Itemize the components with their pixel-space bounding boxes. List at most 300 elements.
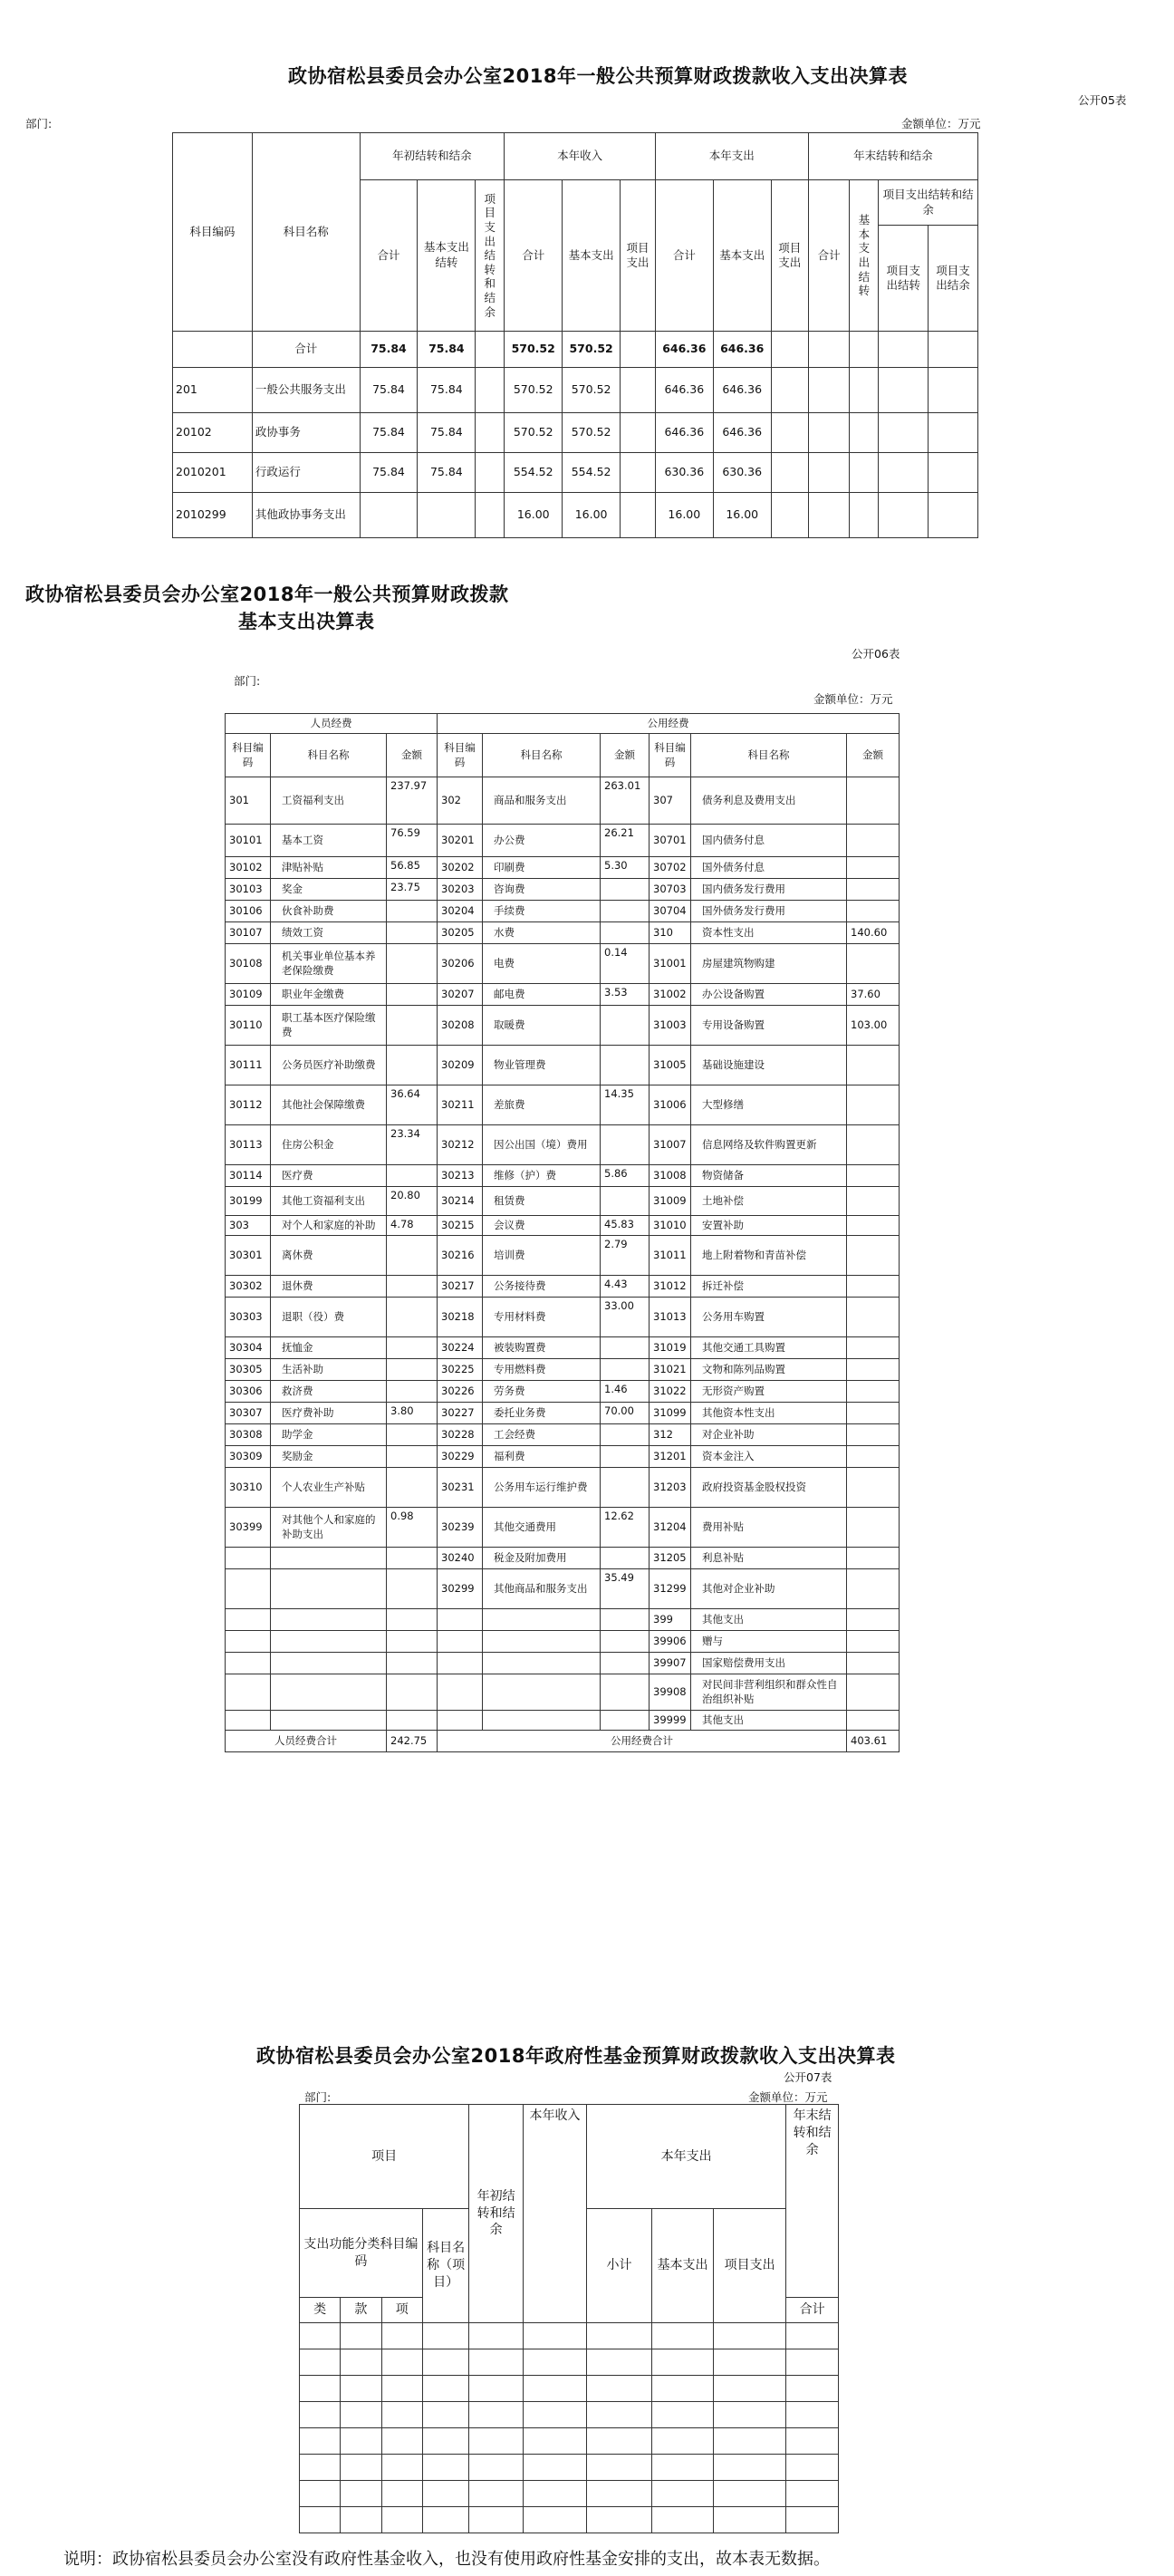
t2-cell: 37.60 [847, 984, 900, 1006]
t2-cell [847, 1653, 900, 1674]
t2-cell [387, 1046, 438, 1085]
t3-h-expend: 本年支出 [587, 2105, 786, 2209]
t2-cell: 70.00 [601, 1403, 650, 1424]
t2-cell [601, 901, 650, 922]
t2-cell: 会议费 [483, 1216, 601, 1236]
t2-cell [226, 1653, 271, 1674]
t2-cell: 30703 [650, 879, 691, 901]
t2-cell: 30303 [226, 1298, 271, 1337]
t2-cell: 公务接待费 [483, 1276, 601, 1298]
t1-h-e-total: 合计 [655, 180, 713, 332]
table-row [226, 1236, 900, 1276]
t2-cell [387, 984, 438, 1006]
t2-cell: 20.80 [387, 1187, 438, 1216]
t2-cell [847, 1187, 900, 1216]
t2-cell [601, 1424, 650, 1446]
t1-cell: 75.84 [360, 368, 418, 413]
t3-cell [422, 2428, 468, 2455]
t2-cell [847, 879, 900, 901]
t3-cell [714, 2428, 786, 2455]
t3-cell [469, 2428, 524, 2455]
t2-cell: 资本金注入 [691, 1446, 847, 1468]
table-row [173, 332, 978, 368]
table-row [300, 2376, 839, 2402]
t1-cell: 75.84 [360, 453, 418, 493]
t2-cell: 办公费 [483, 825, 601, 857]
t2-cell [387, 944, 438, 984]
t1-cell [929, 453, 978, 493]
t2-cell: 大型修缮 [691, 1085, 847, 1125]
t3-note: 说明：政协宿松县委员会办公室没有政府性基金收入，也没有使用政府性基金安排的支出，故本表无数据。 [63, 2550, 830, 2569]
t2-cell: 培训费 [483, 1236, 601, 1276]
t2-cell: 其他对企业补助 [691, 1569, 847, 1609]
t1-h-income: 本年收入 [505, 133, 656, 180]
t1-cell [418, 493, 476, 538]
t1-cell [850, 332, 879, 368]
t2-cell: 0.14 [601, 944, 650, 984]
t2-h-name: 科目名称 [691, 734, 847, 777]
t1-cell: 554.52 [505, 453, 563, 493]
t1-cell [476, 493, 505, 538]
t1-cell [850, 368, 879, 413]
t2-cell: 印刷费 [483, 857, 601, 879]
t2-cell: 30217 [438, 1276, 483, 1298]
t2-cell [847, 857, 900, 879]
t2-cell: 国外债务发行费用 [691, 901, 847, 922]
t2-cell: 30112 [226, 1085, 271, 1125]
t2-cell: 拆迁补偿 [691, 1276, 847, 1298]
t3-cell [652, 2323, 714, 2349]
table-row [226, 825, 900, 857]
t1-cell [808, 453, 850, 493]
t1-cell: 2010201 [173, 453, 253, 493]
t3-cell [381, 2481, 422, 2507]
t1-cell [929, 493, 978, 538]
t2-cell [226, 1609, 271, 1631]
table-row [226, 1125, 900, 1165]
t3-cell [422, 2455, 468, 2481]
t2-cell: 31001 [650, 944, 691, 984]
t2-cell: 手续费 [483, 901, 601, 922]
t2-cell: 取暖费 [483, 1006, 601, 1046]
t2-cell [601, 1359, 650, 1381]
t2-cell: 30111 [226, 1046, 271, 1085]
t2-cell [387, 1424, 438, 1446]
t2-cell: 30113 [226, 1125, 271, 1165]
t2-cell: 31201 [650, 1446, 691, 1468]
t2-cell: 政府投资基金股权投资 [691, 1468, 847, 1508]
t2-cell: 30209 [438, 1046, 483, 1085]
t2-cell [847, 1569, 900, 1609]
table-row [226, 1381, 900, 1403]
t2-cell: 5.30 [601, 857, 650, 879]
t2-cell [387, 1165, 438, 1187]
t2-cell [387, 1298, 438, 1337]
t2-cell [847, 1711, 900, 1731]
t3-cell [469, 2402, 524, 2428]
t1-h-c-proj: 项目支出结转和结余 [879, 180, 978, 226]
table-row [226, 1337, 900, 1359]
t1-cell: 合计 [252, 332, 360, 368]
table-row [226, 1216, 900, 1236]
t3-cell [341, 2507, 381, 2533]
t2-cell: 电费 [483, 944, 601, 984]
t3-table [299, 2104, 839, 2533]
t2-cell [847, 1236, 900, 1276]
t2-h-code: 科目编码 [650, 734, 691, 777]
t2-cell: 住房公积金 [271, 1125, 387, 1165]
t1-cell: 646.36 [655, 332, 713, 368]
t2-cell: 对个人和家庭的补助 [271, 1216, 387, 1236]
t2-cell: 30308 [226, 1424, 271, 1446]
t2-cell: 30108 [226, 944, 271, 984]
t2-cell: 39906 [650, 1631, 691, 1653]
table-row [300, 2323, 839, 2349]
t2-cell [387, 1674, 438, 1711]
t3-cell [524, 2481, 587, 2507]
t2-cell [387, 901, 438, 922]
t3-cell [587, 2349, 652, 2376]
table-row [226, 984, 900, 1006]
t1-cell: 554.52 [563, 453, 621, 493]
t2-footer-row [226, 1731, 900, 1752]
t2-h-public: 公用经费 [438, 714, 900, 734]
t3-cell [714, 2481, 786, 2507]
t3-cell [422, 2507, 468, 2533]
t2-cell: 30216 [438, 1236, 483, 1276]
t2-cell: 国内债务付息 [691, 825, 847, 857]
t2-cell: 12.62 [601, 1508, 650, 1548]
t2-cell [387, 1006, 438, 1046]
t2-cell: 3.80 [387, 1403, 438, 1424]
t3-cell [652, 2349, 714, 2376]
t1-h-c-proj-bal: 项目支出结余 [929, 226, 978, 332]
t1-cell [808, 413, 850, 453]
t2-cell: 31013 [650, 1298, 691, 1337]
t2-cell: 31005 [650, 1046, 691, 1085]
t1-cell: 16.00 [505, 493, 563, 538]
t3-h-basic: 基本支出 [652, 2209, 714, 2323]
t2-cell [387, 1468, 438, 1508]
t2-personnel-total-label: 人员经费合计 [226, 1731, 387, 1752]
t3-cell [381, 2323, 422, 2349]
t3-cell [300, 2481, 341, 2507]
t2-cell: 31012 [650, 1276, 691, 1298]
t2-public-total-label: 公用经费合计 [438, 1731, 847, 1752]
t2-cell: 办公设备购置 [691, 984, 847, 1006]
t2-cell: 30114 [226, 1165, 271, 1187]
t2-cell [438, 1674, 483, 1711]
t2-h-name: 科目名称 [483, 734, 601, 777]
t3-cell [341, 2481, 381, 2507]
t2-cell: 国外债务付息 [691, 857, 847, 879]
t2-cell: 237.97 [387, 777, 438, 825]
t2-cell: 对民间非营利组织和群众性自治组织补贴 [691, 1674, 847, 1711]
t3-cell [587, 2507, 652, 2533]
t2-cell [601, 879, 650, 901]
t2-cell: 30101 [226, 825, 271, 857]
t2-cell [847, 1298, 900, 1337]
t2-cell [438, 1653, 483, 1674]
t2-cell [601, 1548, 650, 1569]
t2-cell [847, 1631, 900, 1653]
t2-cell: 地上附着物和青苗补偿 [691, 1236, 847, 1276]
t1-dept: 部门: [25, 117, 53, 130]
t2-cell: 31003 [650, 1006, 691, 1046]
t2-cell: 奖励金 [271, 1446, 387, 1468]
t2-cell: 工资福利支出 [271, 777, 387, 825]
t2-cell [847, 1548, 900, 1569]
t3-cell [652, 2428, 714, 2455]
t2-cell: 30304 [226, 1337, 271, 1359]
t2-cell: 津贴补贴 [271, 857, 387, 879]
table-row [226, 1674, 900, 1711]
t1-cell [929, 332, 978, 368]
t1-cell: 646.36 [713, 368, 771, 413]
t1-cell [879, 453, 929, 493]
t3-cell [786, 2481, 839, 2507]
t3-cell [714, 2349, 786, 2376]
t2-cell: 30299 [438, 1569, 483, 1609]
t1-cell: 一般公共服务支出 [252, 368, 360, 413]
t1-cell [850, 453, 879, 493]
t2-cell: 0.98 [387, 1508, 438, 1548]
t3-cell [300, 2455, 341, 2481]
t2-cell: 140.60 [847, 922, 900, 944]
t2-cell: 专用材料费 [483, 1298, 601, 1337]
t2-cell: 其他支出 [691, 1711, 847, 1731]
t3-cell [469, 2507, 524, 2533]
table-row [226, 1631, 900, 1653]
t2-cell [847, 825, 900, 857]
t2-cell [601, 922, 650, 944]
t2-cell: 资本性支出 [691, 922, 847, 944]
t2-cell: 30306 [226, 1381, 271, 1403]
t2-cell: 30227 [438, 1403, 483, 1424]
t2-cell: 30205 [438, 922, 483, 944]
t3-cell [300, 2402, 341, 2428]
t2-cell: 30701 [650, 825, 691, 857]
t2-cell: 30102 [226, 857, 271, 879]
t2-h-name: 科目名称 [271, 734, 387, 777]
table-row [226, 879, 900, 901]
t2-cell [483, 1609, 601, 1631]
t2-cell [601, 1468, 650, 1508]
t2-cell: 30215 [438, 1216, 483, 1236]
t2-cell [847, 1359, 900, 1381]
t2-cell: 退职（役）费 [271, 1298, 387, 1337]
t2-personnel-total: 242.75 [387, 1731, 438, 1752]
t2-cell: 房屋建筑物购建 [691, 944, 847, 984]
t2-cell [847, 944, 900, 984]
t3-unit: 金额单位：万元 [748, 2090, 828, 2104]
t2-cell: 助学金 [271, 1424, 387, 1446]
t1-cell: 75.84 [418, 368, 476, 413]
t2-cell [226, 1569, 271, 1609]
t2-cell: 30199 [226, 1187, 271, 1216]
t2-cell: 基础设施建设 [691, 1046, 847, 1085]
t2-cell: 4.78 [387, 1216, 438, 1236]
t2-cell [438, 1609, 483, 1631]
t2-cell: 无形资产购置 [691, 1381, 847, 1403]
t2-cell [601, 1446, 650, 1468]
t2-cell [847, 777, 900, 825]
table-row [300, 2428, 839, 2455]
table-row [173, 368, 978, 413]
t2-cell: 救济费 [271, 1381, 387, 1403]
table-row [226, 1046, 900, 1085]
t2-cell: 医疗费 [271, 1165, 387, 1187]
t2-cell: 31099 [650, 1403, 691, 1424]
t2-cell [847, 1125, 900, 1165]
t2-cell [271, 1548, 387, 1569]
t2-cell [438, 1711, 483, 1731]
t2-cell: 23.34 [387, 1125, 438, 1165]
t1-cell [621, 413, 656, 453]
table-row [300, 2481, 839, 2507]
t2-dept: 部门: [234, 674, 261, 688]
table-row [226, 1609, 900, 1631]
t2-cell: 商品和服务支出 [483, 777, 601, 825]
t2-cell: 5.86 [601, 1165, 650, 1187]
t1-cell: 75.84 [360, 413, 418, 453]
t2-cell: 14.35 [601, 1085, 650, 1125]
t1-cell [879, 332, 929, 368]
t2-cell: 咨询费 [483, 879, 601, 901]
t2-cell: 30309 [226, 1446, 271, 1468]
table-row [226, 1085, 900, 1125]
t2-cell [387, 1446, 438, 1468]
t2-cell: 30201 [438, 825, 483, 857]
t3-cell [786, 2507, 839, 2533]
t2-cell: 31022 [650, 1381, 691, 1403]
t2-cell: 31006 [650, 1085, 691, 1125]
t1-h-code: 科目编码 [173, 133, 253, 332]
table-row [226, 1653, 900, 1674]
t2-cell: 263.01 [601, 777, 650, 825]
t3-cell [786, 2323, 839, 2349]
t2-cell: 公务用车运行维护费 [483, 1468, 601, 1508]
t3-cell [381, 2402, 422, 2428]
t3-cell [300, 2376, 341, 2402]
t2-cell [601, 1653, 650, 1674]
t2-cell [847, 1165, 900, 1187]
t2-cell [271, 1631, 387, 1653]
t2-cell: 30226 [438, 1381, 483, 1403]
t2-cell: 35.49 [601, 1569, 650, 1609]
t2-cell: 安置补助 [691, 1216, 847, 1236]
t2-h-amount: 金额 [847, 734, 900, 777]
t2-cell [271, 1609, 387, 1631]
t3-cell [714, 2455, 786, 2481]
t2-cell: 31011 [650, 1236, 691, 1276]
t2-cell [387, 1631, 438, 1653]
table-row [226, 1298, 900, 1337]
t2-cell: 物业管理费 [483, 1046, 601, 1085]
table-row [300, 2402, 839, 2428]
t3-cell [300, 2323, 341, 2349]
table-row [226, 777, 900, 825]
t3-h-total: 合计 [786, 2298, 839, 2323]
t3-cell [341, 2323, 381, 2349]
table-row [226, 944, 900, 984]
t1-cell [621, 368, 656, 413]
t2-cell: 301 [226, 777, 271, 825]
t1-h-i-total: 合计 [505, 180, 563, 332]
t2-cell: 职工基本医疗保险缴费 [271, 1006, 387, 1046]
t3-cell [786, 2402, 839, 2428]
t1-h-e-proj: 项目支出 [771, 180, 808, 332]
t2-cell: 45.83 [601, 1216, 650, 1236]
t2-cell [847, 1468, 900, 1508]
t2-cell: 30301 [226, 1236, 271, 1276]
t2-cell: 303 [226, 1216, 271, 1236]
t2-cell: 30228 [438, 1424, 483, 1446]
t1-h-e-basic: 基本支出 [713, 180, 771, 332]
t2-cell: 30211 [438, 1085, 483, 1125]
t2-cell [226, 1631, 271, 1653]
t1-cell: 16.00 [655, 493, 713, 538]
t2-cell: 39907 [650, 1653, 691, 1674]
table-row [226, 1446, 900, 1468]
t3-cell [652, 2402, 714, 2428]
t1-cell: 646.36 [655, 368, 713, 413]
t2-cell: 物资储备 [691, 1165, 847, 1187]
table-row [226, 1187, 900, 1216]
t2-cell: 23.75 [387, 879, 438, 901]
t1-cell: 646.36 [713, 332, 771, 368]
table-row [226, 1403, 900, 1424]
t3-cell [381, 2349, 422, 2376]
table-row [173, 493, 978, 538]
t3-h-income: 本年收入 [524, 2105, 587, 2323]
t3-cell [714, 2507, 786, 2533]
t3-h-subtotal: 小计 [587, 2209, 652, 2323]
t2-cell [847, 1403, 900, 1424]
t1-cell [771, 493, 808, 538]
t2-cell: 307 [650, 777, 691, 825]
t2-cell: 31019 [650, 1337, 691, 1359]
t3-h-func-code: 支出功能分类科目编码 [300, 2209, 423, 2298]
t2-title-line2: 基本支出决算表 [238, 611, 375, 632]
t2-cell [847, 1337, 900, 1359]
t2-cell: 其他交通工具购置 [691, 1337, 847, 1359]
t2-cell: 其他交通费用 [483, 1508, 601, 1548]
t3-cell [469, 2481, 524, 2507]
t3-cell [652, 2376, 714, 2402]
t2-cell [601, 1609, 650, 1631]
t2-cell: 30213 [438, 1165, 483, 1187]
t1-h-c-basic: 基本支出结转 [850, 180, 879, 332]
t1-cell: 其他政协事务支出 [252, 493, 360, 538]
t3-dept: 部门: [304, 2090, 332, 2104]
t3-h-xiang: 项 [381, 2298, 422, 2323]
t2-cell [387, 1337, 438, 1359]
t2-cell: 30399 [226, 1508, 271, 1548]
t1-cell [929, 368, 978, 413]
t2-cell [387, 1236, 438, 1276]
t2-h-code: 科目编码 [226, 734, 271, 777]
t2-cell [601, 1006, 650, 1046]
table-row [226, 901, 900, 922]
t1-cell: 630.36 [655, 453, 713, 493]
t2-cell: 30107 [226, 922, 271, 944]
t2-title-line1: 政协宿松县委员会办公室2018年一般公共预算财政拨款 [25, 584, 509, 605]
t1-cell [360, 493, 418, 538]
table-row [300, 2349, 839, 2376]
t3-cell [587, 2455, 652, 2481]
t3-cell [422, 2376, 468, 2402]
